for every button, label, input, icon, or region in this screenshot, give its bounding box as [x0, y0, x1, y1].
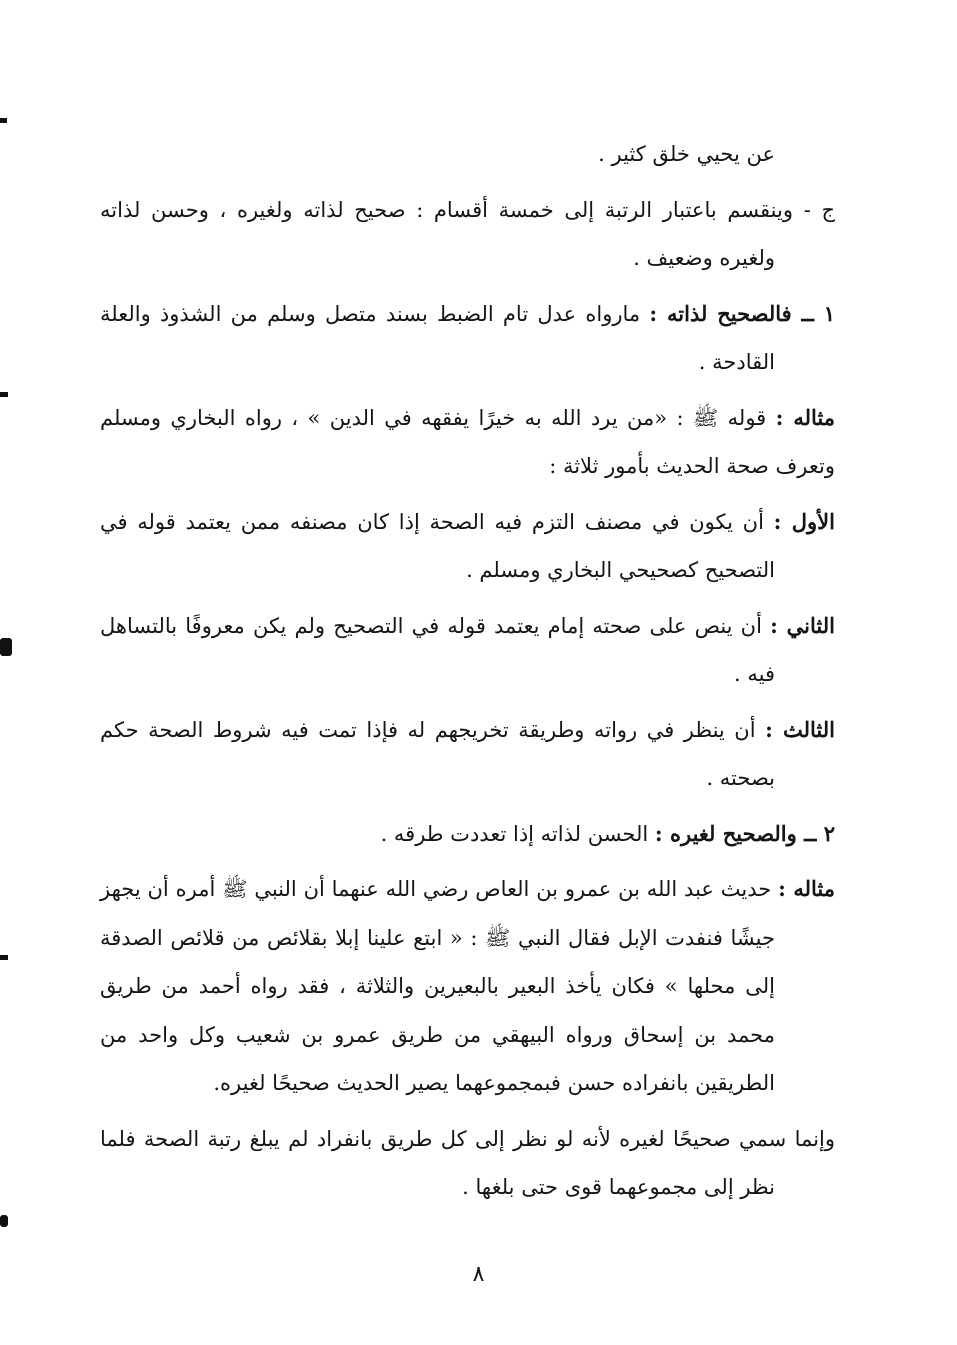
- paragraph: [100, 706, 835, 803]
- paragraph: [100, 498, 835, 595]
- paragraph-text: عن يحيي خلق كثير .: [598, 142, 775, 166]
- paragraph: [100, 130, 835, 179]
- paragraph-text: وينقسم باعتبار الرتبة إلى خمسة أقسام : صحيح لذاته ولغيره ، وحسن لذاته ولغيره وضعيف .: [100, 197, 794, 270]
- paragraph: [100, 290, 835, 387]
- paragraph-lead: مثاله :: [778, 876, 835, 901]
- scan-mark: [0, 118, 7, 123]
- paragraph: [100, 810, 835, 859]
- document-body: [100, 130, 835, 1219]
- paragraph: [100, 186, 835, 283]
- scan-mark: [0, 1215, 8, 1227]
- paragraph-text: أن ينظر في رواته وطريقة تخريجهم له فإذا تمت فيه شروط الصحة حكم بصحته .: [100, 717, 775, 790]
- paragraph-text: مارواه عدل تام الضبط بسند متصل وسلم من الشذوذ والعلة القادحة .: [100, 301, 775, 374]
- paragraph: [100, 394, 835, 491]
- section-heading: ١ ــ فالصحيح لذاته :: [649, 300, 835, 326]
- scan-mark: [0, 392, 8, 397]
- paragraph-lead: الثالث :: [765, 716, 835, 742]
- paragraph-text: أن يكون في مصنف التزم فيه الصحة إذا كان مصنفه ممن يعتمد قوله في التصحيح كصحيحي البخاري ومسلم .: [100, 509, 775, 582]
- paragraph: [100, 1115, 835, 1212]
- section-heading: ٢ ــ والصحيح لغيره :: [654, 820, 835, 846]
- paragraph-lead: الثاني :: [770, 612, 835, 638]
- paragraph-lead: ج -: [803, 197, 836, 222]
- paragraph-text: قوله ﷺ : «من يرد الله به خيرًا يفقهه في الدين » ، رواه البخاري ومسلم وتعرف صحة الحديث بأمور ثلاثة :: [100, 405, 835, 478]
- scan-mark: [0, 955, 8, 960]
- page-number: ٨: [472, 1262, 485, 1287]
- paragraph: [100, 602, 835, 699]
- paragraph-text: حديث عبد الله بن عمرو بن العاص رضي الله عنهما أن النبي ﷺ أمره أن يجهز جيشًا فنفدت الإبل فقال النبي ﷺ : « ابتع علينا إبلا بقلائص من قلائص الصدقة إلى محلها » فكان يأخذ البعير بالبعيرين والثلاثة ، فقد رواه أحمد من طريق محمد بن إسحاق ورواه البيهقي من طريق عمرو بن شعيب وكل واحد من الطريقين بانفراده حسن فبمجموعهما يصير الحديث صحيحًا لغيره.: [100, 877, 775, 1095]
- scan-mark: [0, 638, 12, 656]
- paragraph-lead: مثاله :: [775, 404, 835, 430]
- paragraph-text: وإنما سمي صحيحًا لغيره لأنه لو نظر إلى كل طريق بانفراد لم يبلغ رتبة الصحة فلما نظر إلى مجموعهما قوى حتى بلغها .: [100, 1126, 835, 1199]
- paragraph-text: أن ينص على صحته إمام يعتمد قوله في التصحيح ولم يكن معروفًا بالتساهل فيه .: [100, 613, 775, 686]
- paragraph: [100, 865, 835, 1108]
- paragraph-lead: الأول :: [773, 508, 835, 534]
- paragraph-text: الحسن لذاته إذا تعددت طرقه .: [380, 821, 649, 846]
